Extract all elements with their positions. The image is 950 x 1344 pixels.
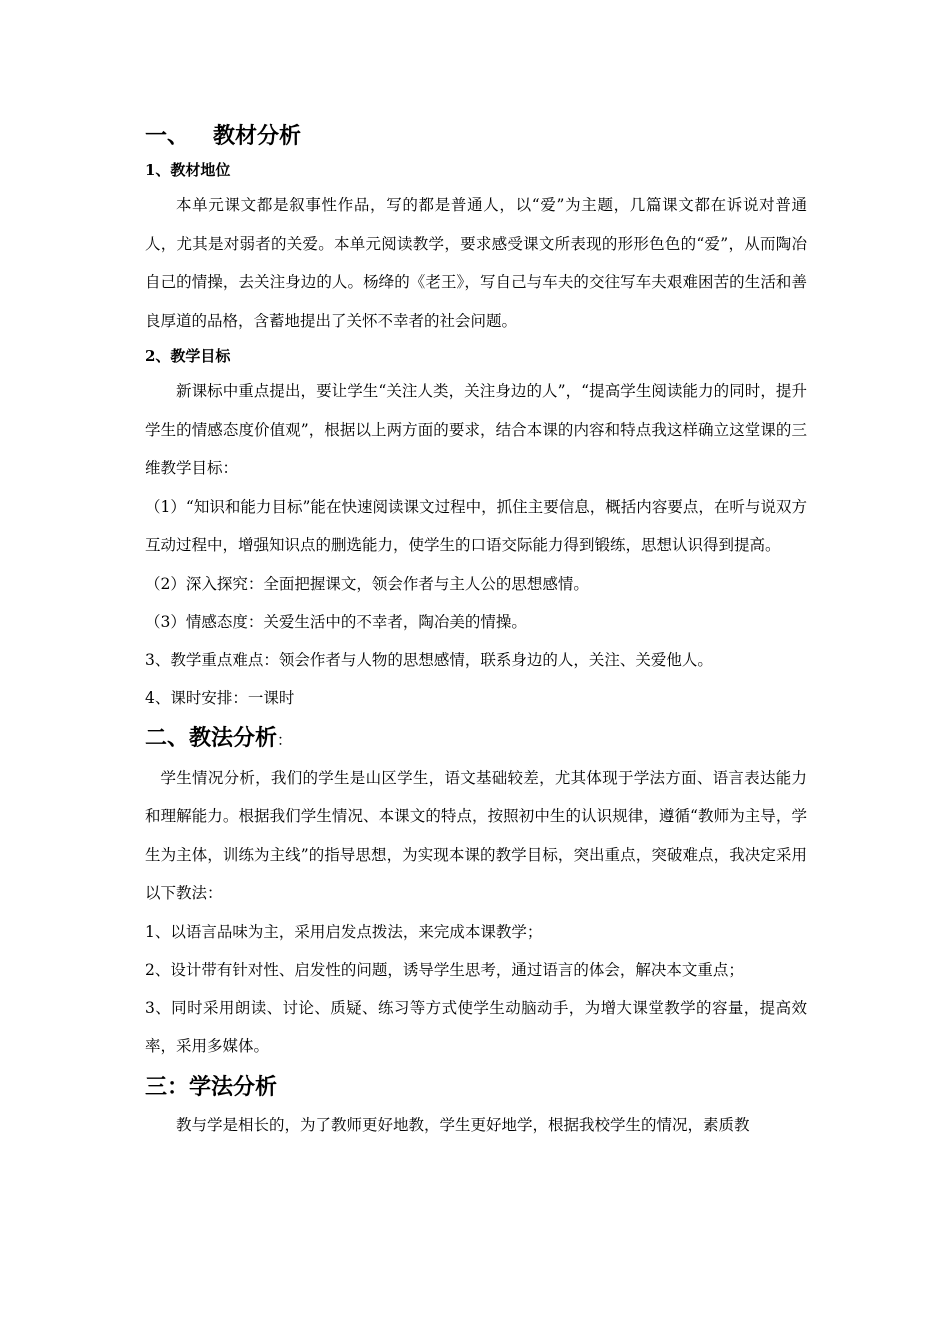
subsection-2-heading: 2、教学目标 [145, 347, 231, 365]
goal-item: （1）“知识和能力目标”能在快速阅读课文过程中，抓住主要信息，概括内容要点，在听与说双方互动过程中，增强知识点的删选能力，使学生的口语交际能力得到锻练，思想认识得到提高。 [145, 497, 807, 554]
method-item: 1、以语言品味为主，采用启发点拨法，来完成本课教学； [145, 922, 543, 941]
section-1-heading [145, 118, 807, 154]
goal-item: （3）情感态度：关爱生活中的不幸者，陶冶美的情操。 [145, 612, 527, 631]
document-content [145, 118, 807, 1144]
section-2-paragraph: 学生情况分析，我们的学生是山区学生，语文基础较差，尤其体现于学法方面、语言表达能力和理解能力。根据我们学生情况、本课文的特点，按照初中生的认识规律，遵循“教师为主导，学生为主体，训练为主线”的指导思想，为实现本课的教学目标，突出重点，突破难点，我决定采用以下教法： [145, 768, 807, 902]
method-item: 3、同时采用朗读、讨论、质疑、练习等方式使学生动脑动手，为增大课堂教学的容量，提高效率，采用多媒体。 [145, 998, 807, 1055]
section-1-number: 一、 [145, 123, 190, 149]
subsection-1-paragraph: 本单元课文都是叙事性作品，写的都是普通人，以“爱”为主题，几篇课文都在诉说对普通人，尤其是对弱者的关爱。本单元阅读教学，要求感受课文所表现的形形色色的“爱”，从而陶冶自己的情操，去关注身边的人。杨绛的《老王》，写自己与车夫的交往写车夫艰难困苦的生活和善良厚道的品格，含蓄地提出了关怀不幸者的社会问题。 [145, 196, 807, 330]
section-3-heading: 三：学法分析 [145, 1073, 278, 1100]
section-2-title: 二、教法分析 [145, 724, 278, 751]
subsection-1-heading: 1、教材地位 [145, 161, 231, 179]
key-points-item: 3、教学重点难点：领会作者与人物的思想感情，联系身边的人，关注、关爱他人。 [145, 650, 713, 669]
section-3-paragraph: 教与学是相长的，为了教师更好地教，学生更好地学，根据我校学生的情况，素质教 [176, 1115, 750, 1134]
schedule-item: 4、课时安排：一课时 [145, 688, 295, 707]
section-1-title: 教材分析 [213, 123, 302, 149]
section-2-colon: ： [277, 730, 293, 749]
goal-item: （2）深入探究：全面把握课文，领会作者与主人公的思想感情。 [145, 574, 589, 593]
section-2-heading [145, 719, 807, 759]
method-item: 2、设计带有针对性、启发性的问题，诱导学生思考，通过语言的体会，解决本文重点； [145, 960, 744, 979]
subsection-2-paragraph: 新课标中重点提出，要让学生“关注人类，关注身边的人”，“提高学生阅读能力的同时，提升学生的情感态度价值观”，根据以上两方面的要求，结合本课的内容和特点我这样确立这堂课的三维教学目标： [145, 382, 807, 477]
